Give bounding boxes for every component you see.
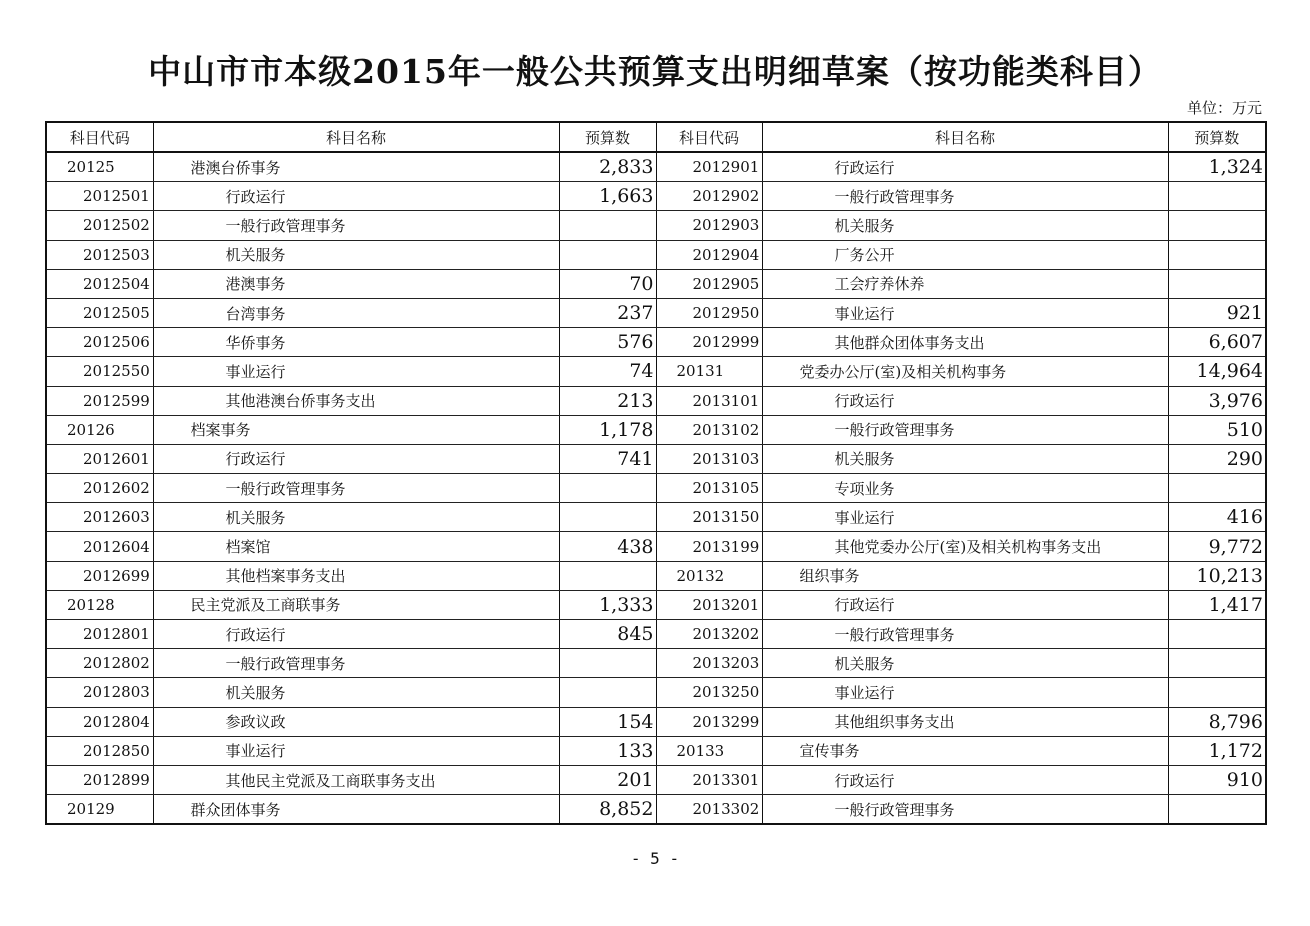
code-cell-right: 2013105 (656, 474, 762, 503)
amount-cell-right: 510 (1168, 415, 1266, 444)
name-cell-left: 参政议政 (153, 707, 559, 736)
table-row (46, 649, 1266, 678)
code-cell-right: 2013103 (656, 444, 762, 473)
amount-cell-left (559, 678, 656, 707)
amount-cell-right: 9,772 (1168, 532, 1266, 561)
name-cell-left: 行政运行 (153, 620, 559, 649)
table-row (46, 707, 1266, 736)
name-cell-right: 一般行政管理事务 (762, 795, 1168, 825)
amount-cell-left (559, 561, 656, 590)
amount-cell-left (559, 474, 656, 503)
name-cell-left: 档案馆 (153, 532, 559, 561)
page-title: 中山市市本级2015年一般公共预算支出明细草案（按功能类科目） (148, 52, 1162, 91)
code-cell-right: 2012902 (656, 182, 762, 211)
name-cell-right: 行政运行 (762, 590, 1168, 619)
amount-cell-left: 237 (559, 298, 656, 327)
code-cell-right: 2012901 (656, 152, 762, 182)
name-cell-right: 行政运行 (762, 386, 1168, 415)
code-cell-left: 2012506 (46, 328, 153, 357)
header-name-right: 科目名称 (762, 122, 1168, 152)
name-cell-right: 行政运行 (762, 765, 1168, 794)
name-cell-left: 群众团体事务 (153, 795, 559, 825)
code-cell-right: 20132 (656, 561, 762, 590)
name-cell-left: 其他民主党派及工商联事务支出 (153, 765, 559, 794)
code-cell-right: 2013299 (656, 707, 762, 736)
code-cell-right: 2013101 (656, 386, 762, 415)
name-cell-left: 一般行政管理事务 (153, 649, 559, 678)
code-cell-right: 2013201 (656, 590, 762, 619)
amount-cell-right (1168, 211, 1266, 240)
code-cell-left: 20129 (46, 795, 153, 825)
name-cell-left: 档案事务 (153, 415, 559, 444)
name-cell-left: 港澳台侨事务 (153, 152, 559, 182)
code-cell-left: 2012503 (46, 240, 153, 269)
code-cell-right: 2012903 (656, 211, 762, 240)
name-cell-left: 一般行政管理事务 (153, 474, 559, 503)
amount-cell-left (559, 240, 656, 269)
code-cell-left: 2012699 (46, 561, 153, 590)
code-cell-left: 2012803 (46, 678, 153, 707)
code-cell-right: 2013199 (656, 532, 762, 561)
name-cell-right: 其他群众团体事务支出 (762, 328, 1168, 357)
amount-cell-right: 10,213 (1168, 561, 1266, 590)
code-cell-left: 20125 (46, 152, 153, 182)
amount-cell-right (1168, 678, 1266, 707)
name-cell-left: 机关服务 (153, 503, 559, 532)
code-cell-right: 2013202 (656, 620, 762, 649)
amount-cell-right (1168, 795, 1266, 825)
table-row (46, 357, 1266, 386)
amount-cell-right: 1,172 (1168, 736, 1266, 765)
code-cell-left: 2012505 (46, 298, 153, 327)
name-cell-right: 一般行政管理事务 (762, 415, 1168, 444)
amount-cell-left: 154 (559, 707, 656, 736)
code-cell-left: 2012603 (46, 503, 153, 532)
name-cell-right: 行政运行 (762, 152, 1168, 182)
table-row (46, 152, 1266, 182)
code-cell-left: 2012604 (46, 532, 153, 561)
table-row (46, 620, 1266, 649)
amount-cell-right: 921 (1168, 298, 1266, 327)
name-cell-right: 机关服务 (762, 444, 1168, 473)
code-cell-left: 2012504 (46, 269, 153, 298)
table-row (46, 678, 1266, 707)
amount-cell-right: 3,976 (1168, 386, 1266, 415)
name-cell-right: 工会疗养休养 (762, 269, 1168, 298)
amount-cell-right (1168, 620, 1266, 649)
code-cell-right: 2013250 (656, 678, 762, 707)
name-cell-right: 事业运行 (762, 503, 1168, 532)
amount-cell-right (1168, 474, 1266, 503)
table-row (46, 444, 1266, 473)
table-row (46, 415, 1266, 444)
amount-cell-left: 741 (559, 444, 656, 473)
name-cell-right: 组织事务 (762, 561, 1168, 590)
amount-cell-left: 133 (559, 736, 656, 765)
header-amount-left: 预算数 (559, 122, 656, 152)
name-cell-right: 其他组织事务支出 (762, 707, 1168, 736)
name-cell-left: 一般行政管理事务 (153, 211, 559, 240)
code-cell-right: 2012904 (656, 240, 762, 269)
header-name-left: 科目名称 (153, 122, 559, 152)
name-cell-right: 专项业务 (762, 474, 1168, 503)
name-cell-right: 事业运行 (762, 298, 1168, 327)
amount-cell-right: 416 (1168, 503, 1266, 532)
code-cell-left: 2012550 (46, 357, 153, 386)
amount-cell-left: 1,333 (559, 590, 656, 619)
code-cell-right: 2013301 (656, 765, 762, 794)
code-cell-right: 20133 (656, 736, 762, 765)
name-cell-right: 厂务公开 (762, 240, 1168, 269)
name-cell-right: 机关服务 (762, 649, 1168, 678)
table-row (46, 503, 1266, 532)
table-row (46, 474, 1266, 503)
name-cell-left: 民主党派及工商联事务 (153, 590, 559, 619)
name-cell-right: 一般行政管理事务 (762, 182, 1168, 211)
amount-cell-left: 70 (559, 269, 656, 298)
name-cell-left: 台湾事务 (153, 298, 559, 327)
name-cell-left: 其他港澳台侨事务支出 (153, 386, 559, 415)
amount-cell-right (1168, 269, 1266, 298)
code-cell-right: 2013102 (656, 415, 762, 444)
code-cell-left: 2012501 (46, 182, 153, 211)
amount-cell-left: 8,852 (559, 795, 656, 825)
name-cell-left: 行政运行 (153, 444, 559, 473)
code-cell-left: 2012602 (46, 474, 153, 503)
name-cell-right: 事业运行 (762, 678, 1168, 707)
amount-cell-right: 1,324 (1168, 152, 1266, 182)
table-row (46, 182, 1266, 211)
code-cell-right: 2013302 (656, 795, 762, 825)
amount-cell-left: 576 (559, 328, 656, 357)
page-number: - 5 - (630, 849, 680, 868)
name-cell-left: 机关服务 (153, 240, 559, 269)
table-row (46, 590, 1266, 619)
amount-cell-left: 2,833 (559, 152, 656, 182)
name-cell-left: 其他档案事务支出 (153, 561, 559, 590)
code-cell-right: 2012999 (656, 328, 762, 357)
code-cell-left: 2012801 (46, 620, 153, 649)
table-body (46, 152, 1266, 824)
table-row (46, 795, 1266, 825)
code-cell-left: 2012601 (46, 444, 153, 473)
amount-cell-left: 438 (559, 532, 656, 561)
code-cell-right: 2013203 (656, 649, 762, 678)
amount-cell-left: 1,178 (559, 415, 656, 444)
name-cell-right: 一般行政管理事务 (762, 620, 1168, 649)
name-cell-right: 机关服务 (762, 211, 1168, 240)
code-cell-left: 2012804 (46, 707, 153, 736)
amount-cell-right (1168, 240, 1266, 269)
table-row (46, 532, 1266, 561)
name-cell-left: 事业运行 (153, 357, 559, 386)
amount-cell-right: 14,964 (1168, 357, 1266, 386)
budget-table (45, 121, 1267, 825)
amount-cell-left (559, 649, 656, 678)
amount-cell-left (559, 503, 656, 532)
table-row (46, 765, 1266, 794)
code-cell-left: 2012850 (46, 736, 153, 765)
name-cell-left: 华侨事务 (153, 328, 559, 357)
table-row (46, 298, 1266, 327)
name-cell-left: 行政运行 (153, 182, 559, 211)
name-cell-left: 事业运行 (153, 736, 559, 765)
amount-cell-left: 201 (559, 765, 656, 794)
name-cell-left: 港澳事务 (153, 269, 559, 298)
table-row (46, 269, 1266, 298)
name-cell-right: 其他党委办公厅(室)及相关机构事务支出 (762, 532, 1168, 561)
header-code-right: 科目代码 (656, 122, 762, 152)
code-cell-left: 2012899 (46, 765, 153, 794)
table-row (46, 211, 1266, 240)
header-amount-right: 预算数 (1168, 122, 1266, 152)
amount-cell-left: 1,663 (559, 182, 656, 211)
amount-cell-right: 290 (1168, 444, 1266, 473)
amount-cell-left: 845 (559, 620, 656, 649)
name-cell-left: 机关服务 (153, 678, 559, 707)
table-row (46, 386, 1266, 415)
table-row (46, 328, 1266, 357)
name-cell-right: 党委办公厅(室)及相关机构事务 (762, 357, 1168, 386)
table-header-row (46, 122, 1266, 152)
unit-label: 单位：万元 (1186, 99, 1262, 117)
amount-cell-right: 6,607 (1168, 328, 1266, 357)
amount-cell-left (559, 211, 656, 240)
code-cell-left: 2012802 (46, 649, 153, 678)
code-cell-right: 2013150 (656, 503, 762, 532)
name-cell-right: 宣传事务 (762, 736, 1168, 765)
amount-cell-right: 1,417 (1168, 590, 1266, 619)
table-row (46, 736, 1266, 765)
code-cell-left: 20126 (46, 415, 153, 444)
amount-cell-left: 74 (559, 357, 656, 386)
code-cell-right: 20131 (656, 357, 762, 386)
amount-cell-right: 910 (1168, 765, 1266, 794)
code-cell-left: 2012502 (46, 211, 153, 240)
code-cell-right: 2012905 (656, 269, 762, 298)
code-cell-right: 2012950 (656, 298, 762, 327)
code-cell-left: 20128 (46, 590, 153, 619)
amount-cell-right (1168, 649, 1266, 678)
table-row (46, 240, 1266, 269)
amount-cell-right (1168, 182, 1266, 211)
code-cell-left: 2012599 (46, 386, 153, 415)
amount-cell-left: 213 (559, 386, 656, 415)
table-row (46, 561, 1266, 590)
header-code-left: 科目代码 (46, 122, 153, 152)
amount-cell-right: 8,796 (1168, 707, 1266, 736)
